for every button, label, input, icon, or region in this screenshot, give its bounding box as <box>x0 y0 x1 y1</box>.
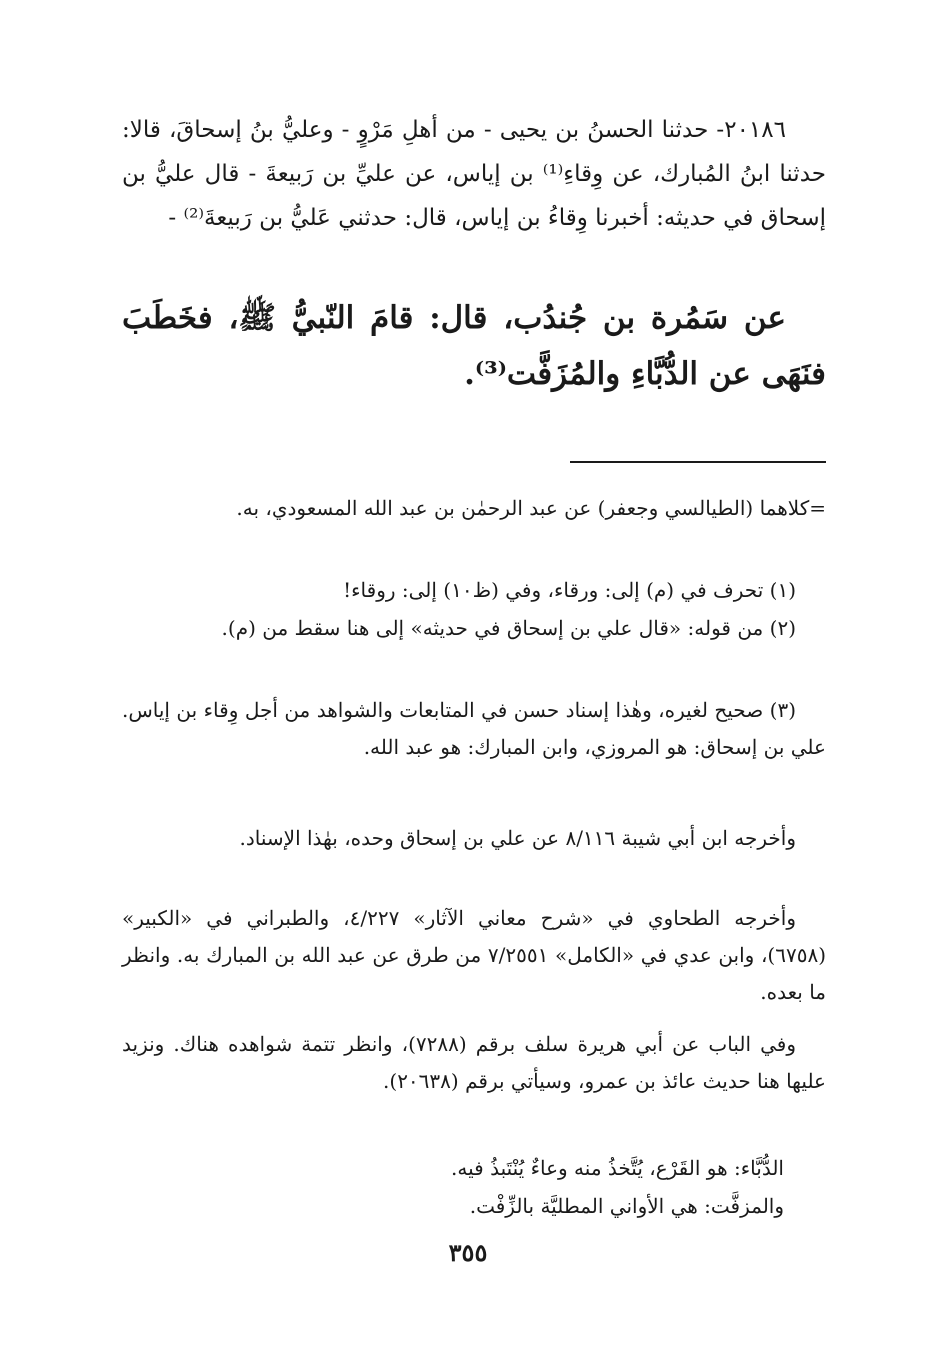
footnote-separator <box>570 461 826 463</box>
gloss-dubba: الدُّبَّاء: هو القَرْع، يُتَّخذُ منه وعاءٌ يُنْتَبذُ فيه. <box>451 1156 784 1180</box>
footnote-2: (٢) من قوله: «قال علي بن إسحاق في حديثه» إلى هنا سقط من (م). <box>221 616 796 640</box>
footnote-continuation: =كلاهما (الطيالسي وجعفر) عن عبد الرحمٰن بن عبد الله المسعودي، به. <box>236 496 826 520</box>
footnote-3-paragraph-4: وفي الباب عن أبي هريرة سلف برقم (٧٢٨٨)، وانظر تتمة شواهده هناك. ونزيد عليها هنا حديث عائذ بن عمرو، وسيأتي برقم (٢٠٦٣٨). <box>122 1032 826 1093</box>
page-number: ٣٥٥ <box>448 1238 488 1267</box>
footnote-1: (١) تحرف في (م) إلى: ورقاء، وفي (ظ١٠) إلى: روقاء! <box>343 578 796 602</box>
gloss-muzaffat: والمزفَّت: هي الأواني المطليَّة بالزِّفْت. <box>469 1194 784 1218</box>
hadith-isnad: ٢٠١٨٦- حدثنا الحسنُ بن يحيى - من أهلِ مَرْوٍ - وعليُّ بنُ إسحاقَ، قالا: حدثنا ابنُ المُبارك، عن وِقاءِ⁽¹⁾ بن إياس، عن عليِّ بن رَبيعةَ - قال عليُّ بن إسحاق في حديثه: أخبرنا وِقاءُ بن إياس، قال: حدثني عَليُّ بن رَبيعةَ⁽²⁾ - <box>122 117 826 231</box>
footnote-3: (٣) صحيح لغيره، وهٰذا إسناد حسن في المتابعات والشواهد من أجل وِقاء بن إياس. علي بن إسحاق: هو المروزي، وابن المبارك: هو عبد الله. <box>122 698 826 759</box>
footnote-3-paragraph-3: وأخرجه الطحاوي في «شرح معاني الآثار» ٤/٢٢٧، والطبراني في «الكبير» (٦٧٥٨)، وابن عدي في «الكامل» ٧/٢٥٥١ من طرق عن عبد الله بن المبارك به. وانظر ما بعده. <box>122 906 826 1004</box>
hadith-matn: عن سَمُرة بن جُندُب، قال: قامَ النّبيُّ ﷺ، فخَطَبَ فنَهَى عن الدُّبَّاءِ والمُزَفَّت⁽³⁾. <box>122 300 826 392</box>
footnote-3-paragraph-2: وأخرجه ابن أبي شيبة ٨/١١٦ عن علي بن إسحاق وحده، بهٰذا الإسناد. <box>239 826 796 850</box>
